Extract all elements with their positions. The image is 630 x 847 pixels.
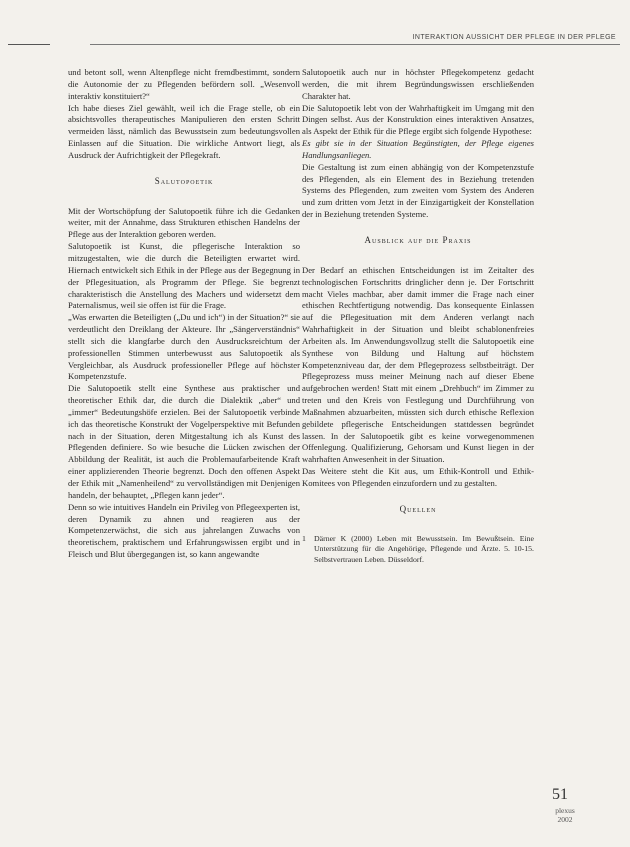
reference-text: Därner K (2000) Leben mit Bewusstsein. Im Bewußtsein. Eine Unterstützung für die Angehörige, Pflegende und Ärzte. 5. 10-15. Selbstvertrauen Leben. Düsseldorf. <box>314 533 534 564</box>
header-rule-left <box>8 44 50 45</box>
section-heading-quellen: Quellen <box>399 503 437 514</box>
journal-year: 2002 <box>557 815 573 824</box>
running-head: INTERAKTION AUSSICHT DER PFLEGE IN DER PFLEGE <box>412 34 616 41</box>
paragraph: Die Gestaltung ist zum einen abhängig von der Kompetenzstufe des Pflegenden, als ein Element des in Beziehung tretenden Systems des Pflegenden, zum zweiten vom System des Anderen und zum dritten vom Jetzt in der Einzigartigkeit der Konstellation der in Beziehung tretenden Systeme. <box>302 161 534 220</box>
reference-entry <box>302 534 534 566</box>
hypothesis-paragraph: Es gibt sie in der Situation Begünstigten, der Pflege eigenes Handlungsanliegen. <box>302 138 534 160</box>
journal-name: plexus <box>555 806 575 815</box>
paragraph: Die Salutopoetik lebt von der Wahrhaftigkeit im Umgang mit den Dingen selbst. Aus der Konstruktion eines interaktiven Ansatzes, als Aspekt der Ethik für die Pflege ergibt sich folgende Hypothese: <box>302 102 534 137</box>
paragraph: Denn so wie intuitives Handeln ein Privileg von Pflegeexperten ist, deren Dynamik zu ahnen und reagieren aus der Kompetenzerwächst, die sich aus jahrelangen Zuwachs von theoretischem, praktischem und Erfahrungswissen ergibt und in Fleisch und Blut übergegangen ist, so kann angewandte <box>68 501 300 560</box>
paragraph: Salutopoetik auch nur in höchster Pflegekompetenz gedacht werden, die mit ihrem Begründungswissen erschließenden Charakter hat. <box>302 67 534 101</box>
page-number: 51 <box>552 786 568 803</box>
paragraph: Ich habe dieses Ziel gewählt, weil ich die Frage stelle, ob ein absichtsvolles therapeutisches Manipulieren den ersten Schritt vermeiden lässt, nämlich das Bewusstsein zum bedeutungsvollen Einlassen auf die Situation. Die wirkliche Antwort liegt, als Ausdruck der Aufrichtigkeit der Pflegekraft. <box>68 102 300 160</box>
paragraph: Salutopoetik ist Kunst, die pflegerische Interaktion so mitzugestalten, wie die durch die Beteiligten erwartet wird. Hiernach entwickelt sich Ethik in der Pflege aus der Begegnung in der Pflegesituation, als Programm der Pflege. Sie begrenzt charakteristisch die Anstellung des Machers und widersetzt dem Paternalismus, weil sie offen ist für die Frage. <box>68 241 300 311</box>
paragraph: und betont soll, wenn Altenpflege nicht fremdbestimmt, sondern die Autonomie der zu Pflegenden befördern soll. „Wesenvoll interaktiv konstituiert?“ <box>68 67 300 101</box>
paragraph: Mit der Wortschöpfung der Salutopoetik führe ich die Gedanken weiter, mit der Annahme, dass Strukturen ethischen Handelns der Pflege aus der Interaktion geboren werden. <box>68 205 300 240</box>
paragraph: Das Weitere steht die Kit aus, um Ethik-Kontroll und Ethik-Komitees von Pflegenden einzufordern und zu gestalten. <box>302 466 534 488</box>
section-heading-ausblick: Ausblick auf die Praxis <box>364 234 472 245</box>
paragraph: Der Bedarf an ethischen Entscheidungen ist im Zeitalter des technologischen Fortschritts dringlicher denn je. Der Fortschritt macht Vieles machbar, aber damit immer die Frage nach einer ethischen Rechtfertigung notwendig. Das konsequente Einlassen auf die Pflegesituation mit dem Anderen verlangt nach Wahrhaftigkeit in der Situation und bleibt schablonenfreies Arbeiten als. Im Anwendungsvollzug stellt die Salutopoetik eine Synthese von Bildung und Haltung auf höchstem Kompetenzniveau dar, der dem Pflegeprozess selbstbeiträgt. Der Pflegeprozess muss meiner Meinung nach auf dieser Ebene aufgebrochen werden! Statt mit einem „Drehbuch“ im Zimmer zu treten und den Kreis von Festlegung und Durchführung von Maßnahmen abzuarbeiten, müssten sich durch ethische Reflexion gebildete pflegerische Entscheidungen stattdessen begründet lassen. In der Salutopoetik gibt es keine vorwegenommenen Offenlegung. Qualifizierung, Gehorsam und Kunst liegen in der wahrhaften Anwesenheit in der Situation. <box>302 264 534 465</box>
paragraph: Die Salutopoetik stellt eine Synthese aus praktischer und theoretischer Ethik dar, die durch die Dialektik „aber“ und „immer“ Bedeutungshöfe erzielen. Bei der Salutopoetik verbinde ich das theoretische Konstrukt der Vogelperspektive mit Befunden nach in der Situation, deren Mitgestaltung ich als Kunst des Pflegenden definiere. So wie besuche die Lücken zwischen der Abbildung der Realität, ist auch die Problemaufarbeitende Kraft einer applizierenden Theorie begrenzt. Doch den offenen Aspekt der Ethik mit „Namenheilend“ zu vervollständigen mit Denjenigen handeln, der behauptet, „Pflegen kann jeder“. <box>68 383 300 500</box>
left-column <box>68 67 300 561</box>
paragraph: „Was erwarten die Beteiligten („Du und ich“) in der Situation?“ sie verdeutlicht den Dreiklang der Akteure. Ihr „Sängerverständnis“ stellt sich die klangfarbe durch den Ausdrucksreichtum der professionellen Stimmen unterbewusst aus Salutopoetik als Vergleichbar, als Ausdruck professioneller Pflege auf höchster Kompetenzstufe. <box>68 312 300 382</box>
section-heading-salutopoetik: Salutopoetik <box>154 175 214 186</box>
header-rule <box>90 44 620 45</box>
reference-number: 1 <box>302 533 306 543</box>
journal-footer <box>550 806 580 824</box>
right-column <box>302 67 534 565</box>
